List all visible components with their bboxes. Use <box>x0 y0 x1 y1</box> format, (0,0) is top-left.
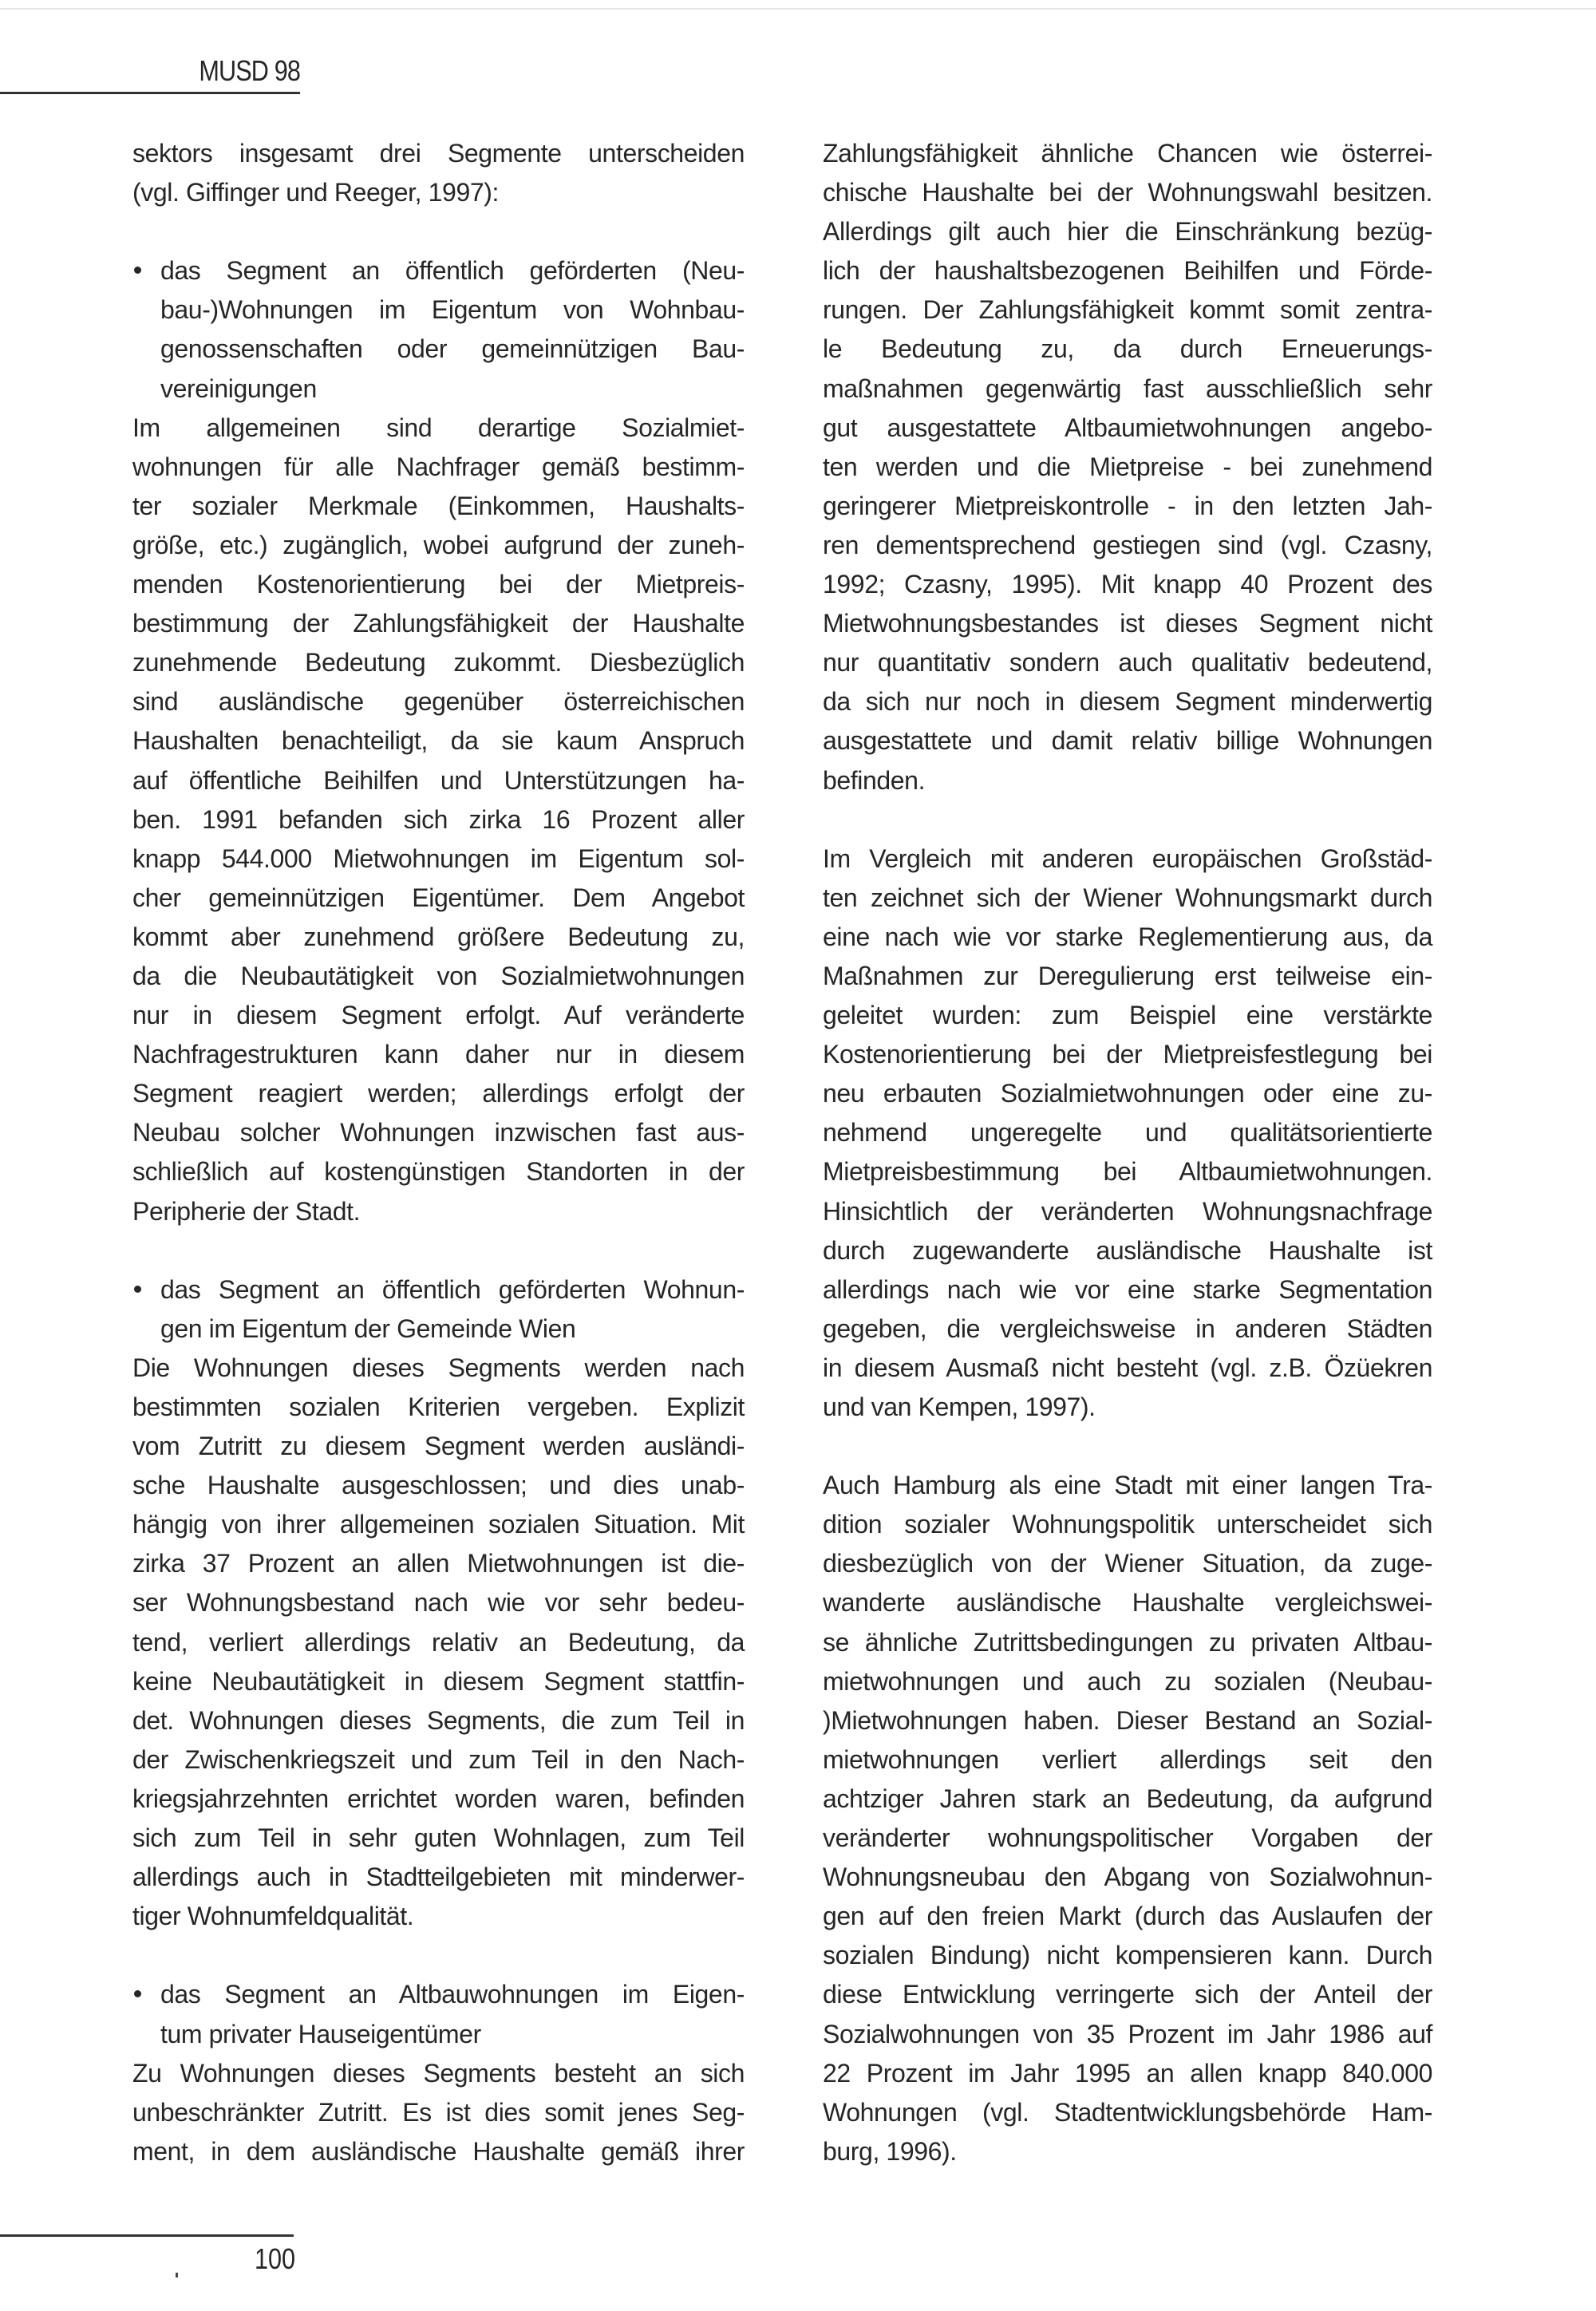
text-line: Allerdings gilt auch hier die Einschränkung bezüg- <box>823 217 1432 247</box>
right-column <box>823 134 1432 2171</box>
text-line: Nachfragestrukturen kann daher nur in diesem <box>132 1040 745 1069</box>
text-line: kriegsjahrzehnten errichtet worden waren, befinden <box>132 1784 745 1813</box>
text-line: allerdings nach wie vor eine starke Segmentation <box>823 1274 1432 1304</box>
text-line: ausgestattete und damit relativ billige Wohnungen <box>823 726 1432 756</box>
text-line: bau-)Wohnungen im Eigentum von Wohnbau- <box>160 295 745 325</box>
text-line: das Segment an öffentlich geförderten Wohnun- <box>160 1274 745 1304</box>
bullet-icon <box>134 1286 141 1293</box>
text-line: in diesem Ausmaß nicht besteht (vgl. z.B. Özüekren <box>823 1353 1432 1382</box>
text-line: )Mietwohnungen haben. Dieser Bestand an Sozial- <box>823 1705 1432 1735</box>
text-line: menden Kostenorientierung bei der Mietpreis- <box>132 570 745 599</box>
text-line: Neubau solcher Wohnungen inzwischen fast aus- <box>132 1118 745 1148</box>
paragraph-spacer <box>132 212 745 251</box>
running-title: MUSD 98 <box>199 54 300 87</box>
left-column <box>132 134 745 2171</box>
text-line: bestimmten sozialen Kriterien vergeben. Explizit <box>132 1393 745 1421</box>
text-line: da die Neubautätigkeit von Sozialmietwohnungen <box>132 961 745 990</box>
text-line: 1992; Czasny, 1995). Mit knapp 40 Prozent des <box>823 570 1432 599</box>
text-line: geleitet wurden: zum Beispiel eine verstärkte <box>823 1001 1432 1030</box>
text-line: achtziger Jahren stark an Bedeutung, da aufgrund <box>823 1784 1432 1813</box>
text-line: ment, in dem ausländische Haushalte gemäß ihrer <box>132 2136 745 2166</box>
text-line: det. Wohnungen dieses Segments, die zum Teil in <box>132 1705 745 1735</box>
text-line: allerdings auch in Stadtteilgebieten mit minderwer- <box>132 1863 745 1892</box>
text-line: hängig von ihrer allgemeinen sozialen Situation. Mit <box>132 1510 745 1539</box>
text-line: der Zwischenkriegszeit und zum Teil in den Nach- <box>132 1744 745 1774</box>
text-line: ben. 1991 befanden sich zirka 16 Prozent aller <box>132 804 745 834</box>
text-line: diesbezüglich von der Wiener Situation, da zuge- <box>823 1549 1432 1578</box>
text-line: gut ausgestattete Altbaumietwohnungen angebo- <box>823 413 1432 442</box>
text-line: Wohnungen (vgl. Stadtentwicklungsbehörde Ham- <box>823 2097 1432 2127</box>
text-line: größe, etc.) zugänglich, wobei aufgrund der zuneh- <box>132 530 745 559</box>
text-line: sche Haushalte ausgeschlossen; und dies unab- <box>132 1471 745 1500</box>
text-line: keine Neubautätigkeit in diesem Segment stattfin- <box>132 1666 745 1696</box>
paragraph-spacer <box>132 1231 745 1270</box>
text-line: das Segment an Altbauwohnungen im Eigen- <box>160 1980 745 2009</box>
paragraph <box>132 2054 745 2171</box>
text-line: gegeben, die vergleichsweise in anderen Städten <box>823 1314 1432 1343</box>
text-line: kommt aber zunehmend größere Bedeutung zu, <box>132 922 745 951</box>
footer-rule <box>0 2234 294 2237</box>
page-number <box>239 2242 295 2276</box>
text-line: cher gemeinnützigen Eigentümer. Dem Angebot <box>132 883 745 912</box>
paragraph <box>823 1466 1432 2171</box>
text-line: chische Haushalte bei der Wohnungswahl besitzen. <box>823 178 1432 207</box>
text-line: vom Zutritt zu diesem Segment werden ausländi- <box>132 1432 745 1461</box>
text-line: Wohnungsneubau den Abgang von Sozialwohnun- <box>823 1863 1432 1892</box>
text-line: Im allgemeinen sind derartige Sozialmiet- <box>132 413 745 442</box>
text-line: zirka 37 Prozent an allen Mietwohnungen ist die- <box>132 1549 745 1578</box>
text-line: nur quantitativ sondern auch qualitativ bedeutend, <box>823 648 1432 677</box>
text-line: durch zugewanderte ausländische Haushalte ist <box>823 1235 1432 1265</box>
scan-speck <box>176 2273 178 2277</box>
text-line: Segment reagiert werden; allerdings erfolgt der <box>132 1079 745 1108</box>
text-line: (vgl. Giffinger und Reeger, 1997): <box>132 178 499 207</box>
text-line: Mietwohnungsbestandes ist dieses Segment nicht <box>823 609 1432 638</box>
text-line: auf öffentliche Beihilfen und Unterstützungen ha- <box>132 765 745 795</box>
paragraph-spacer <box>823 800 1432 839</box>
running-header <box>0 54 300 88</box>
text-line: da sich nur noch in diesem Segment minderwertig <box>823 687 1432 717</box>
text-line: Hinsichtlich der veränderten Wohnungsnachfrage <box>823 1196 1432 1226</box>
page-number-text: 100 <box>254 2242 295 2275</box>
text-line: Im Vergleich mit anderen europäischen Großstäd- <box>823 843 1432 873</box>
text-line: 22 Prozent im Jahr 1995 an allen knapp 840.000 <box>823 2058 1432 2088</box>
text-line: Zu Wohnungen dieses Segments besteht an sich <box>132 2058 745 2088</box>
paragraph <box>132 1349 745 1936</box>
bullet-icon <box>134 267 141 274</box>
text-line: schließlich auf kostengünstigen Standorten in der <box>132 1157 745 1187</box>
header-rule <box>0 92 300 94</box>
text-line: knapp 544.000 Mietwohnungen im Eigentum sol- <box>132 843 745 873</box>
paragraph <box>823 839 1432 1427</box>
bullet-item <box>132 1270 745 1349</box>
text-line: bestimmung der Zahlungsfähigkeit der Haushalte <box>132 609 745 638</box>
text-line: gen im Eigentum der Gemeinde Wien <box>160 1314 576 1343</box>
text-line: ser Wohnungsbestand nach wie vor sehr bedeu- <box>132 1588 745 1618</box>
text-line: geringerer Mietpreiskontrolle - in den letzten Jah- <box>823 491 1432 520</box>
text-line: und van Kempen, 1997). <box>823 1393 1096 1421</box>
text-line: le Bedeutung zu, da durch Erneuerungs- <box>823 334 1432 364</box>
text-line: se ähnliche Zutrittsbedingungen zu privaten Altbau- <box>823 1627 1432 1657</box>
text-line: Haushalten benachteiligt, da sie kaum Anspruch <box>132 726 745 756</box>
text-line: burg, 1996). <box>823 2136 957 2166</box>
text-line: genossenschaften oder gemeinnützigen Bau- <box>160 334 745 364</box>
text-line: sind ausländische gegenüber österreichischen <box>132 687 745 717</box>
text-line: Kostenorientierung bei der Mietpreisfestlegung bei <box>823 1040 1432 1069</box>
text-line: nur in diesem Segment erfolgt. Auf veränderte <box>132 1001 745 1030</box>
text-line: veränderter wohnungspolitischer Vorgaben der <box>823 1823 1432 1853</box>
text-line: tiger Wohnumfeldqualität. <box>132 1902 414 1931</box>
text-line: tend, verliert allerdings relativ an Bedeutung, da <box>132 1627 745 1657</box>
text-line: unbeschränkter Zutritt. Es ist dies somit jenes Seg- <box>132 2097 745 2127</box>
text-line: mietwohnungen verliert allerdings seit den <box>823 1744 1432 1774</box>
text-line: mietwohnungen und auch zu sozialen (Neubau- <box>823 1666 1432 1696</box>
paragraph <box>132 134 745 212</box>
text-line: neu erbauten Sozialmietwohnungen oder eine zu- <box>823 1079 1432 1108</box>
text-line: diese Entwicklung verringerte sich der Anteil der <box>823 1980 1432 2009</box>
bullet-item <box>132 1975 745 2053</box>
paragraph <box>132 409 745 1231</box>
text-line: sozialen Bindung) nicht kompensieren kann. Durch <box>823 1941 1432 1970</box>
text-line: gen auf den freien Markt (durch das Auslaufen der <box>823 1902 1432 1931</box>
text-line: sich zum Teil in sehr guten Wohnlagen, zum Teil <box>132 1823 745 1853</box>
text-line: Peripherie der Stadt. <box>132 1196 361 1226</box>
scan-edge-line <box>0 8 1596 10</box>
text-line: zunehmende Bedeutung zukommt. Diesbezüglich <box>132 648 745 677</box>
paragraph-spacer <box>132 1936 745 1975</box>
text-line: ten zeichnet sich der Wiener Wohnungsmarkt durch <box>823 883 1432 912</box>
text-line: eine nach wie vor starke Reglementierung aus, da <box>823 922 1432 951</box>
text-line: befinden. <box>823 765 926 795</box>
text-line: Sozialwohnungen von 35 Prozent im Jahr 1986 auf <box>823 2019 1432 2048</box>
text-line: tum privater Hauseigentümer <box>160 2019 481 2048</box>
text-line: ren dementsprechend gestiegen sind (vgl. Czasny, <box>823 530 1432 559</box>
text-line: vereinigungen <box>160 373 317 403</box>
text-line: nehmend ungeregelte und qualitätsorientierte <box>823 1118 1432 1148</box>
text-line: wanderte ausländische Haushalte vergleichswei- <box>823 1588 1432 1618</box>
bullet-icon <box>134 1990 141 1997</box>
text-line: Auch Hamburg als eine Stadt mit einer langen Tra- <box>823 1471 1432 1500</box>
text-line: ter sozialer Merkmale (Einkommen, Haushalts- <box>132 491 745 520</box>
text-line: maßnahmen gegenwärtig fast ausschließlich sehr <box>823 373 1432 403</box>
paragraph <box>823 134 1432 800</box>
text-line: rungen. Der Zahlungsfähigkeit kommt somit zentra- <box>823 295 1432 325</box>
text-line: sektors insgesamt drei Segmente unterscheiden <box>132 139 745 168</box>
text-line: dition sozialer Wohnungspolitik unterscheidet sich <box>823 1510 1432 1539</box>
text-line: wohnungen für alle Nachfrager gemäß bestimm- <box>132 452 745 481</box>
text-line: Zahlungsfähigkeit ähnliche Chancen wie österrei- <box>823 139 1432 168</box>
text-line: Mietpreisbestimmung bei Altbaumietwohnungen. <box>823 1157 1432 1187</box>
text-line: Die Wohnungen dieses Segments werden nach <box>132 1353 745 1382</box>
text-line: lich der haushaltsbezogenen Beihilfen und Förde- <box>823 256 1432 286</box>
text-line: das Segment an öffentlich geförderten (Neu- <box>160 256 745 286</box>
paragraph-spacer <box>823 1427 1432 1466</box>
text-line: Maßnahmen zur Deregulierung erst teilweise ein- <box>823 961 1432 990</box>
text-line: ten werden und die Mietpreise - bei zunehmend <box>823 452 1432 481</box>
bullet-item <box>132 251 745 408</box>
